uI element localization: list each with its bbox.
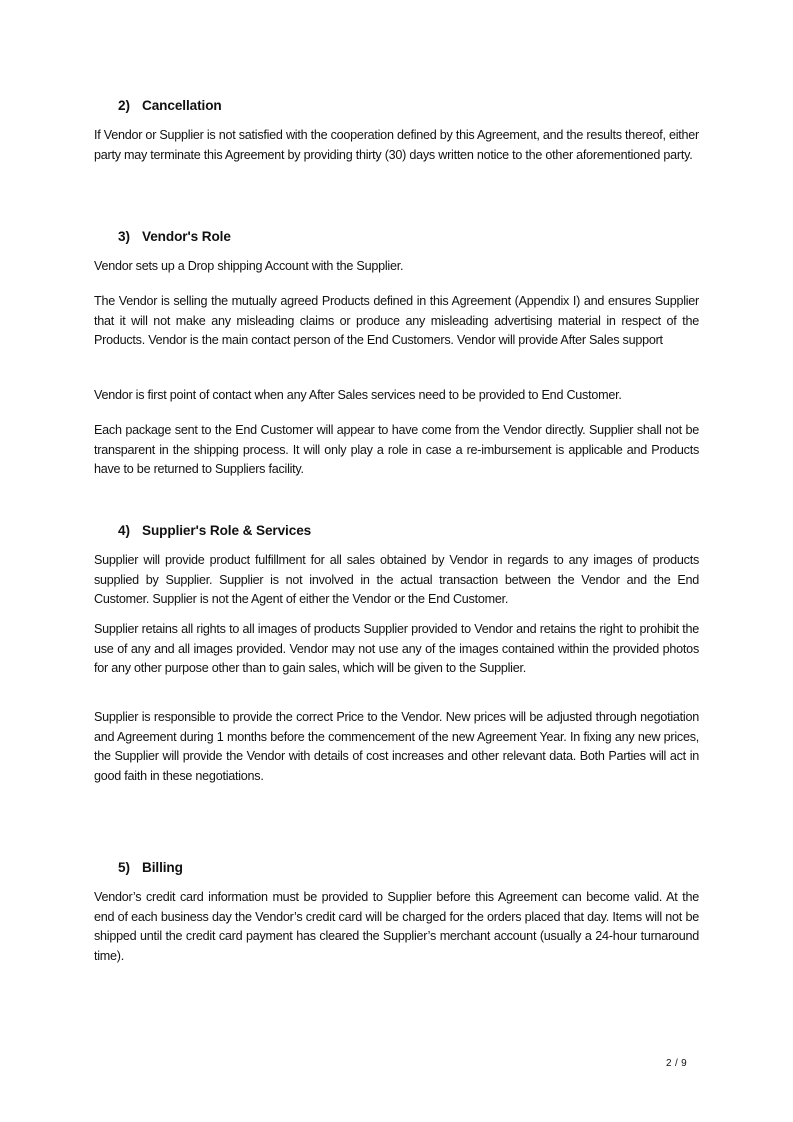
paragraph: Supplier retains all rights to all images of products Supplier provided to Vendor and retains the right to prohibit the use of any and all images provided. Vendor may not use any of the images contained within the provided photos for any other purpose other than to gain sales, which will be given to the Supplier. (94, 622, 699, 675)
section-heading-billing (118, 860, 183, 875)
section-title: Supplier's Role & Services (142, 523, 312, 538)
section-title: Cancellation (142, 98, 222, 113)
section-number: 5) (118, 860, 130, 875)
paragraph: Vendor is first point of contact when any After Sales services need to be provided to End Customer. (94, 388, 622, 402)
section-title: Billing (142, 860, 183, 875)
section-heading-vendors-role (118, 229, 231, 244)
paragraph: Each package sent to the End Customer will appear to have come from the Vendor directly. Supplier shall not be transparent in the shipping process. It will only play a role in case a re-imbursement is applicable and Products have to be returned to Suppliers facility. (94, 423, 699, 476)
paragraph: Vendor’s credit card information must be provided to Supplier before this Agreement can become valid. At the end of each business day the Vendor’s credit card will be charged for the orders placed that day. Items will not be shipped until the credit card payment has cleared the Supplier’s merchant account (usually a 24-hour turnaround time). (94, 890, 699, 963)
section-heading-cancellation (118, 98, 222, 113)
paragraph: The Vendor is selling the mutually agreed Products defined in this Agreement (Appendix I) and ensures Supplier that it will not make any misleading claims or produce any misleading advertising material in respect of the Products. Vendor is the main contact person of the End Customers. Vendor will provide After Sales support (94, 294, 699, 347)
section-heading-suppliers-role (118, 523, 311, 538)
paragraph: Supplier will provide product fulfillment for all sales obtained by Vendor in regards to any images of products supplied by Supplier. Supplier is not involved in the actual transaction between the Vendor and the End Customer. Supplier is not the Agent of either the Vendor or the End Customer. (94, 553, 699, 606)
section-title: Vendor's Role (142, 229, 231, 244)
section-number: 2) (118, 98, 130, 113)
section-number: 4) (118, 523, 130, 538)
page-number: 2 / 9 (666, 1058, 687, 1069)
paragraph: Vendor sets up a Drop shipping Account with the Supplier. (94, 259, 404, 273)
section-number: 3) (118, 229, 130, 244)
paragraph: If Vendor or Supplier is not satisfied with the cooperation defined by this Agreement, and the results thereof, either party may terminate this Agreement by providing thirty (30) days written notice to the other aforementioned party. (94, 128, 699, 162)
paragraph: Supplier is responsible to provide the correct Price to the Vendor. New prices will be adjusted through negotiation and Agreement during 1 months before the commencement of the new Agreement Year. In fixing any new prices, the Supplier will provide the Vendor with details of cost increases and other relevant data. Both Parties will act in good faith in these negotiations. (94, 710, 699, 783)
